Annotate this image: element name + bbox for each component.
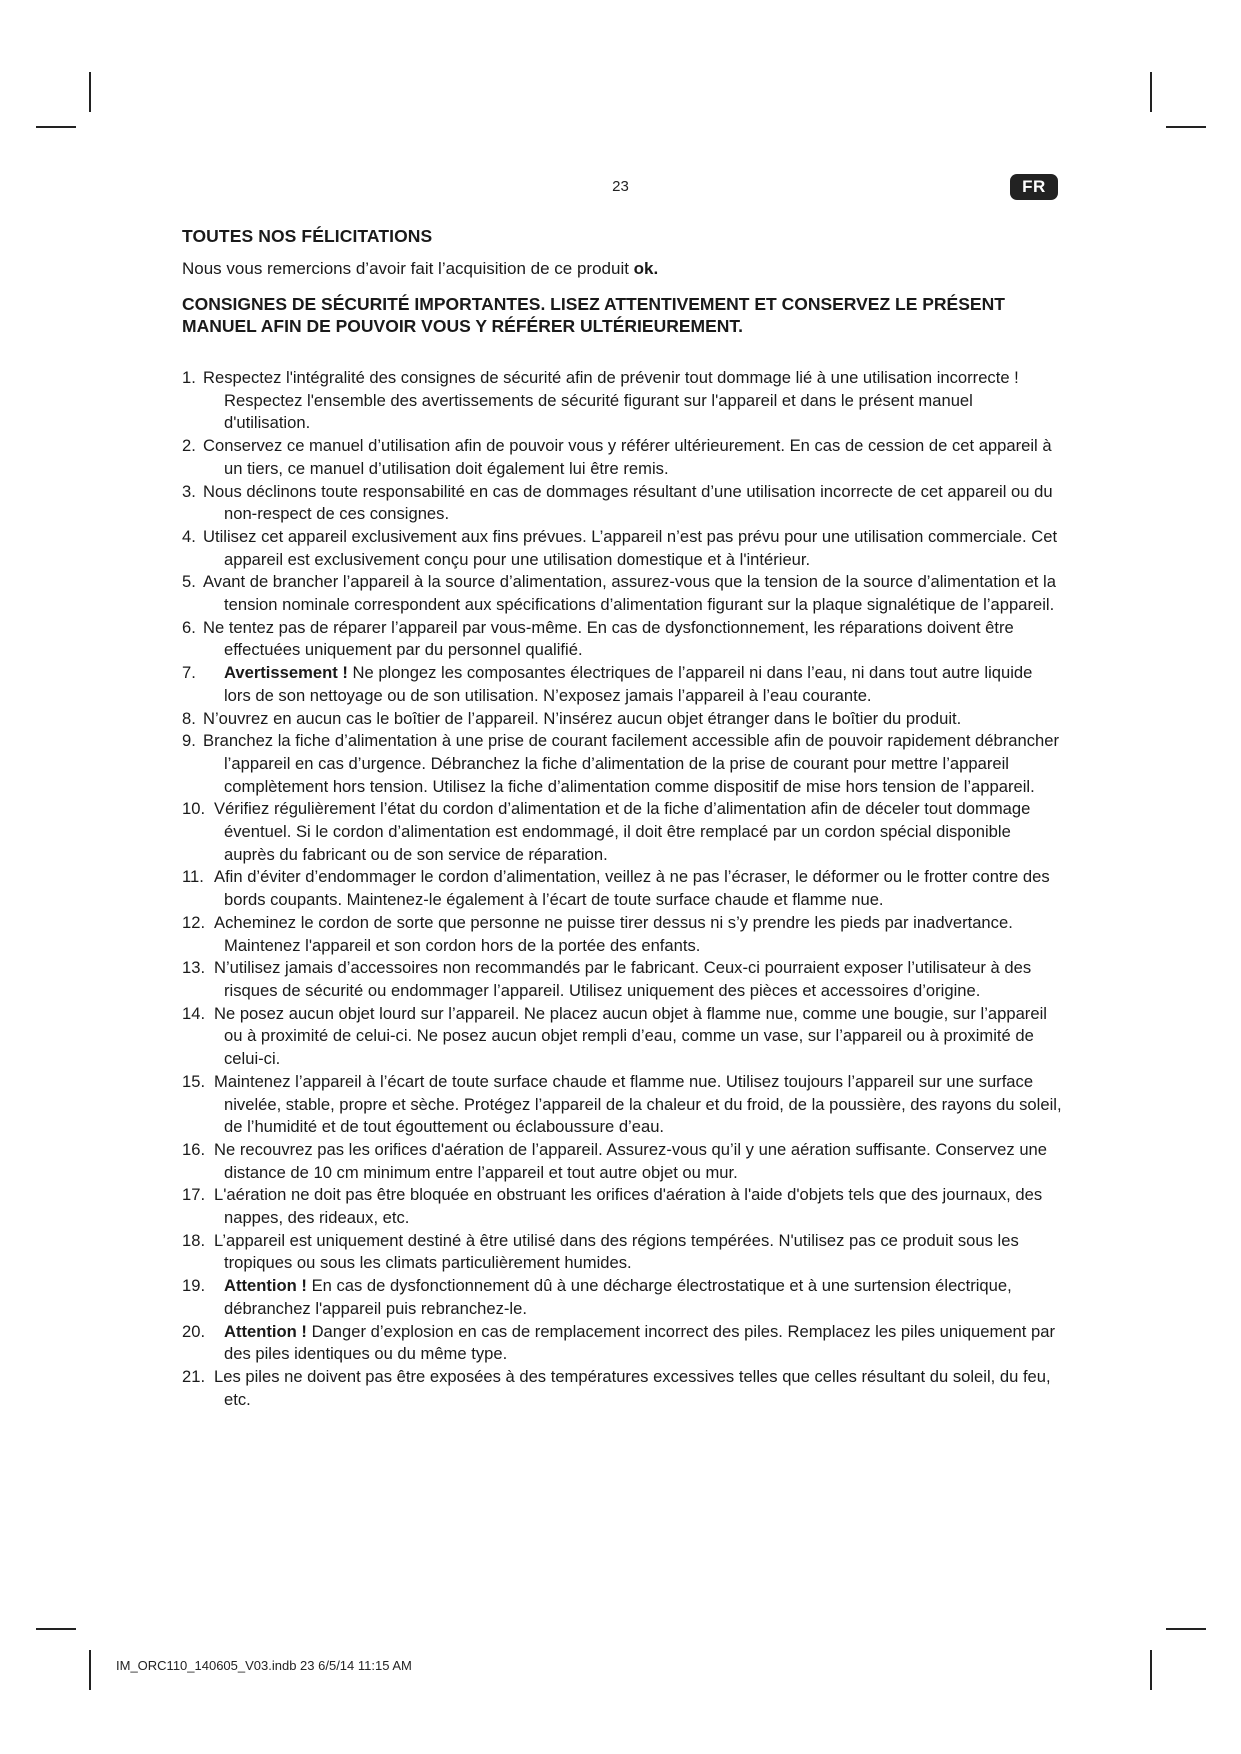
language-badge: FR: [1010, 174, 1058, 200]
list-item: [182, 912, 1062, 957]
list-item-body: [214, 799, 1030, 863]
list-item-body: [214, 913, 1013, 955]
list-item-text: Vérifiez régulièrement l’état du cordon d’alimentation et de la fiche d’alimentation afin de déceler tout dommage éventuel. Si le cordon d’alimentation est endommagé, il doit être remplacé par un cordon spécial disponible auprès du fabricant ou de son service de réparation.: [214, 799, 1031, 864]
crop-mark-bottom-left-vertical: [89, 1650, 91, 1690]
list-item: [182, 571, 1062, 616]
list-item-number: 16.: [182, 1139, 206, 1159]
list-item-body: [214, 1072, 1062, 1136]
list-item: [182, 662, 1062, 707]
list-item-text: N’ouvrez en aucun cas le boîtier de l’appareil. N’insérez aucun objet étranger dans le boîtier du produit.: [203, 708, 962, 728]
list-item-text: L'aération ne doit pas être bloquée en obstruant les orifices d'aération à l'aide d'objets tels que des journaux, des nappes, des rideaux, etc.: [214, 1185, 1043, 1228]
list-item-body: [203, 572, 1056, 614]
list-item-body: [203, 368, 1019, 432]
list-item-emphasis: Attention !: [224, 1321, 307, 1341]
list-item-number: 15.: [182, 1071, 206, 1091]
list-item-body: [214, 958, 1031, 1000]
list-item-body: [203, 527, 1057, 569]
list-item-body: [214, 867, 1050, 909]
list-item-number: 14.: [182, 1003, 206, 1023]
list-item: [182, 1139, 1062, 1184]
list-item: [182, 1003, 1062, 1071]
list-item-number: 5.: [182, 572, 196, 592]
list-item-body: [214, 1140, 1047, 1182]
crop-mark-top-left-vertical: [89, 72, 91, 112]
list-item-text: Nous déclinons toute responsabilité en cas de dommages résultant d’une utilisation incorrecte de cet appareil ou du non-respect de ces consignes.: [203, 481, 1053, 524]
intro-text: Nous vous remercions d’avoir fait l’acquisition de ce produit: [182, 259, 634, 278]
list-item-number: 18.: [182, 1230, 206, 1250]
list-item-body: [214, 1004, 1047, 1068]
list-item-number: 19.: [182, 1276, 206, 1296]
list-item-emphasis: Avertissement !: [224, 663, 348, 683]
list-item-text: N’utilisez jamais d’accessoires non recommandés par le fabricant. Ceux-ci pourraient exposer l’utilisateur à des risques de sécurité ou endommager l’appareil. Utilisez uniquement des pièces et accessoires d’origine.: [214, 958, 1032, 1000]
list-item-text: Les piles ne doivent pas être exposées à des températures excessives telles que celles résultant du soleil, du feu, etc.: [214, 1366, 1051, 1409]
list-item: [182, 708, 1062, 731]
safety-heading-line-1: CONSIGNES DE SÉCURITÉ IMPORTANTES. LISEZ ATTENTIVEMENT ET CONSERVEZ LE PRÉSENT: [182, 294, 1005, 314]
list-item-body: [203, 482, 1053, 524]
crop-mark-top-right-vertical: [1150, 72, 1152, 112]
crop-mark-top-left-horizontal: [36, 126, 76, 128]
crop-mark-bottom-right-horizontal: [1166, 1628, 1206, 1630]
list-item-text: Ne tentez pas de réparer l’appareil par vous-même. En cas de dysfonctionnement, les réparations doivent être effectuées uniquement par du personnel qualifié.: [203, 617, 1014, 660]
list-item: [182, 1071, 1062, 1139]
list-item: [182, 435, 1062, 480]
list-item-body: [224, 1276, 1012, 1318]
list-item-body: [214, 1231, 1019, 1273]
list-item-body: [214, 1185, 1042, 1227]
list-item-text: Ne recouvrez pas les orifices d'aération de l’appareil. Assurez-vous qu’il y une aération suffisante. Conservez une distance de 10 cm minimum entre l’appareil et tout autre objet ou mur.: [214, 1139, 1048, 1182]
list-item-text: Avant de brancher l’appareil à la source d’alimentation, assurez-vous que la tension de la source d’alimentation et la tension nominale correspondent aux spécifications d’alimentation figurant sur la plaque signalétique de l’appareil.: [203, 572, 1056, 615]
list-item-text: En cas de dysfonctionnement dû à une décharge électrostatique et à une surtension électrique, débranchez l'appareil puis rebranchez-le.: [224, 1276, 1012, 1318]
list-item-number: 21.: [182, 1366, 206, 1386]
print-footer: IM_ORC110_140605_V03.indb 23 6/5/14 11:15 AM: [116, 1658, 412, 1673]
list-item-number: 13.: [182, 958, 206, 978]
list-item-number: 10.: [182, 799, 206, 819]
list-item: [182, 866, 1062, 911]
list-item-body: [214, 1367, 1051, 1409]
list-item-text: L’appareil est uniquement destiné à être utilisé dans des régions tempérées. N'utilisez pas ce produit sous les tropiques ou sous les climats particulièrement humides.: [214, 1230, 1019, 1273]
list-item-text: Conservez ce manuel d’utilisation afin de pouvoir vous y référer ultérieurement. En cas de cession de cet appareil à un tiers, ce manuel d’utilisation doit également lui être remis.: [203, 436, 1052, 478]
main-content: [182, 226, 1062, 1411]
page-title: TOUTES NOS FÉLICITATIONS: [182, 226, 433, 246]
list-item-body: [203, 436, 1052, 478]
list-item-body: [203, 731, 1059, 795]
intro-paragraph: [182, 259, 1062, 279]
list-item-number: 20.: [182, 1321, 206, 1341]
list-item: [182, 1366, 1062, 1411]
list-item: [182, 481, 1062, 526]
list-item-text: Ne posez aucun objet lourd sur l’appareil. Ne placez aucun objet à flamme nue, comme une bougie, sur l’appareil ou à proximité de celui-ci. Ne posez aucun objet rempli d’eau, comme un vase, sur l’appareil ou à proximité de celui-ci.: [214, 1003, 1047, 1069]
page-number: 23: [612, 178, 629, 195]
list-item: [182, 1230, 1062, 1275]
list-item-number: 17.: [182, 1185, 206, 1205]
safety-instructions-list: [182, 367, 1062, 1411]
list-item: [182, 730, 1062, 798]
brand-name: ok.: [633, 259, 659, 278]
list-item: [182, 1321, 1062, 1366]
list-item: [182, 957, 1062, 1002]
crop-mark-bottom-left-horizontal: [36, 1628, 76, 1630]
list-item-text: Ne plongez les composantes électriques de l’appareil ni dans l’eau, ni dans tout autre liquide lors de son nettoyage ou de son utilisation. N’exposez jamais l’appareil à l’eau courante.: [224, 663, 1033, 705]
safety-heading-line-2: MANUEL AFIN DE POUVOIR VOUS Y RÉFÉRER ULTÉRIEUREMENT.: [182, 316, 744, 336]
list-item-number: 9.: [182, 731, 196, 751]
crop-mark-top-right-horizontal: [1166, 126, 1206, 128]
list-item-text: Utilisez cet appareil exclusivement aux fins prévues. L’appareil n’est pas prévu pour une utilisation commerciale. Cet appareil est exclusivement conçu pour une utilisation domestique et à l'intérieur.: [203, 526, 1058, 569]
list-item: [182, 367, 1062, 435]
list-item-text: Branchez la fiche d’alimentation à une prise de courant facilement accessible afin de pouvoir rapidement débrancher l’appareil en cas d’urgence. Débranchez la fiche d’alimentation de la prise de courant pour mettre l’appareil complètement hors tension. Utilisez la fiche d’alimentation comme dispositif de mise hors tension de l’appareil.: [203, 731, 1060, 796]
list-item: [182, 798, 1062, 866]
list-item-number: 8.: [182, 708, 196, 728]
list-item-number: 6.: [182, 617, 196, 637]
list-item-number: 3.: [182, 481, 196, 501]
list-item-body: [203, 709, 961, 728]
crop-mark-bottom-right-vertical: [1150, 1650, 1152, 1690]
list-item-number: 2.: [182, 436, 196, 456]
list-item-number: 7.: [182, 663, 196, 683]
list-item-number: 4.: [182, 526, 196, 546]
list-item: [182, 1184, 1062, 1229]
list-item: [182, 1275, 1062, 1320]
list-item-text: Maintenez l’appareil à l’écart de toute surface chaude et flamme nue. Utilisez toujours l’appareil sur une surface nivelée, stable, propre et sèche. Protégez l’appareil de la chaleur et du froid, de la poussière, des rayons du soleil, de l’humidité et de tout égouttement ou éclaboussure d’eau.: [214, 1071, 1062, 1137]
list-item: [182, 526, 1062, 571]
list-item-number: 11.: [182, 867, 204, 887]
list-item-body: [203, 618, 1014, 660]
list-item-body: [224, 663, 1032, 705]
list-item-body: [224, 1322, 1055, 1364]
list-item-text: Afin d’éviter d’endommager le cordon d’alimentation, veillez à ne pas l’écraser, le déformer ou le frotter contre des bords coupants. Maintenez-le également à l’écart de toute surface chaude et flamme nue.: [214, 867, 1050, 910]
list-item-text: Respectez l'intégralité des consignes de sécurité afin de prévenir tout dommage lié à une utilisation incorrecte ! Respectez l'ensemble des avertissements de sécurité figurant sur l'appareil et dans le présent manuel d'utilisation.: [203, 368, 1019, 433]
list-item: [182, 617, 1062, 662]
safety-heading: [182, 293, 1062, 337]
list-item-emphasis: Attention !: [224, 1276, 307, 1296]
list-item-text: Acheminez le cordon de sorte que personne ne puisse tirer dessus ni s’y prendre les pieds par inadvertance. Maintenez l'appareil et son cordon hors de la portée des enfants.: [214, 912, 1013, 955]
list-item-number: 1.: [182, 368, 196, 387]
list-item-number: 12.: [182, 912, 206, 932]
list-item-text: Danger d’explosion en cas de remplacement incorrect des piles. Remplacez les piles uniquement par des piles identiques ou du même type.: [224, 1321, 1055, 1364]
